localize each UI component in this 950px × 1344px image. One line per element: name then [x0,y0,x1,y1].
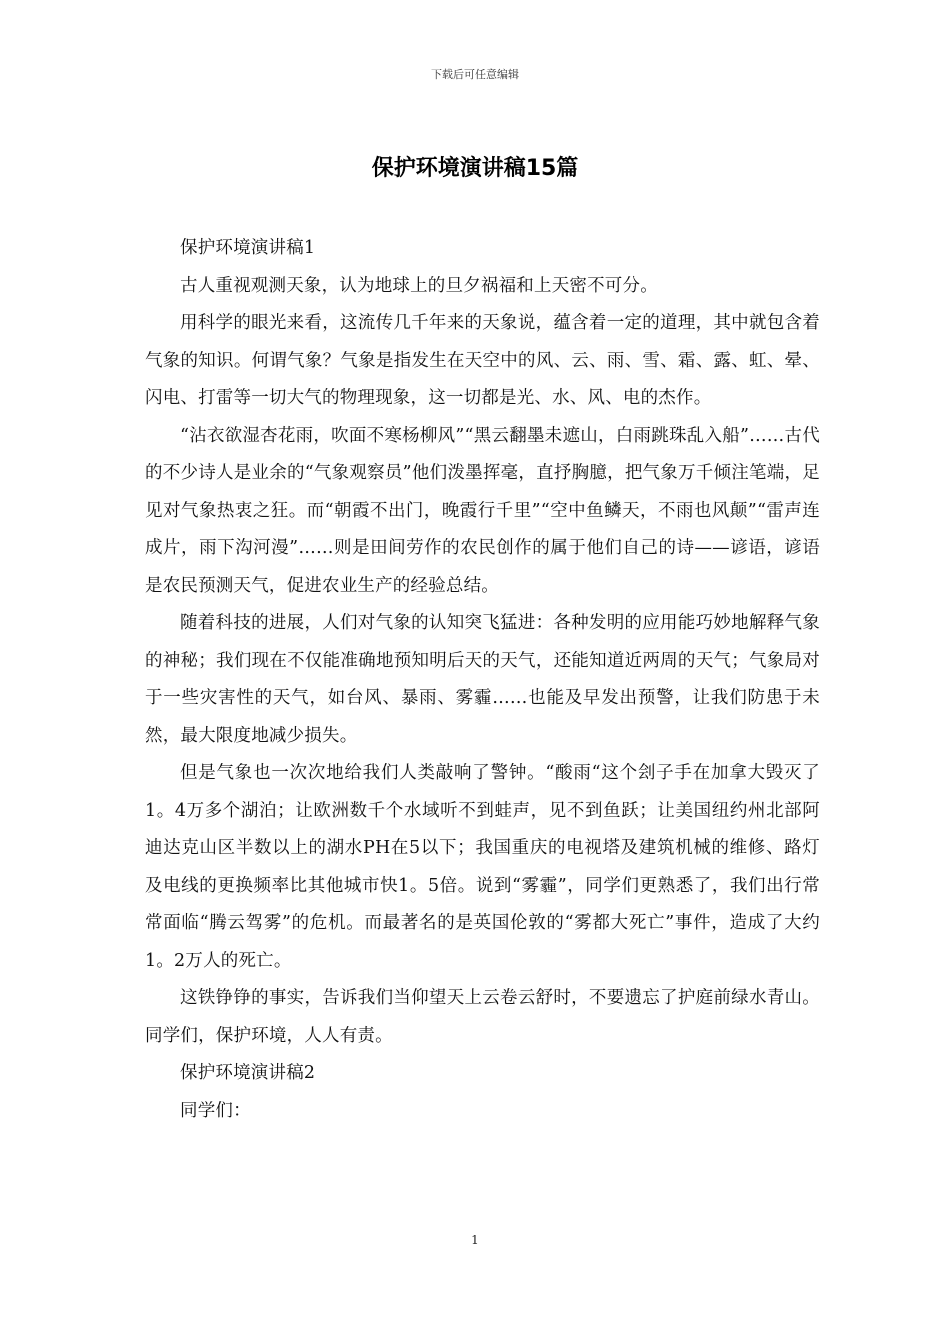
section-heading-1: 保护环境演讲稿1 [180,238,316,258]
page-number: 1 [471,1233,479,1247]
paragraph: 同学们： [180,1100,251,1121]
paragraph: 古人重视观测天象，认为地球上的旦夕祸福和上天密不可分。 [180,275,658,296]
document-body [145,230,820,1130]
paragraph: “沾衣欲湿杏花雨，吹面不寒杨柳风”“黑云翻墨未遮山，白雨跳珠乱入船”……古代的不少诗人是业余的“气象观察员”他们泼墨挥毫，直抒胸臆，把气象万千倾注笔端，足见对气象热衷之狂。而“朝霞不出门，晚霞行千里”“空中鱼鳞天，不雨也风颠”“雷声连成片，雨下沟河漫”……则是田间劳作的农民创作的属于他们自己的诗——谚语，谚语是农民预测天气，促进农业生产的经验总结。 [145,425,820,596]
section-heading-2: 保护环境演讲稿2 [180,1063,316,1083]
paragraph: 但是气象也一次次地给我们人类敲响了警钟。“酸雨“这个刽子手在加拿大毁灭了1。4万多个湖泊；让欧洲数千个水域听不到蛙声，见不到鱼跃；让美国纽约州北部阿迪达克山区半数以上的湖水PH在5以下；我国重庆的电视塔及建筑机械的维修、路灯及电线的更换频率比其他城市快1。5倍。说到“雾霾”，同学们更熟悉了，我们出行常常面临“腾云驾雾”的危机。而最著名的是英国伦敦的“雾都大死亡”事件，造成了大约1。2万人的死亡。 [145,763,820,971]
paragraph: 这铁铮铮的事实，告诉我们当仰望天上云卷云舒时，不要遗忘了护庭前绿水青山。同学们，保护环境，人人有责。 [145,988,820,1046]
page-header: 下载后可任意编辑 [431,68,519,81]
paragraph: 用科学的眼光来看，这流传几千年来的天象说，蕴含着一定的道理，其中就包含着气象的知识。何谓气象？气象是指发生在天空中的风、云、雨、雪、霜、露、虹、晕、闪电、打雷等一切大气的物理现象，这一切都是光、水、风、电的杰作。 [145,313,820,408]
document-title: 保护环境演讲稿15篇 [371,156,579,181]
paragraph: 随着科技的进展，人们对气象的认知突飞猛进：各种发明的应用能巧妙地解释气象的神秘；我们现在不仅能准确地预知明后天的天气，还能知道近两周的天气；气象局对于一些灾害性的天气，如台风、暴雨、雾霾……也能及早发出预警，让我们防患于未然，最大限度地减少损失。 [145,613,820,746]
